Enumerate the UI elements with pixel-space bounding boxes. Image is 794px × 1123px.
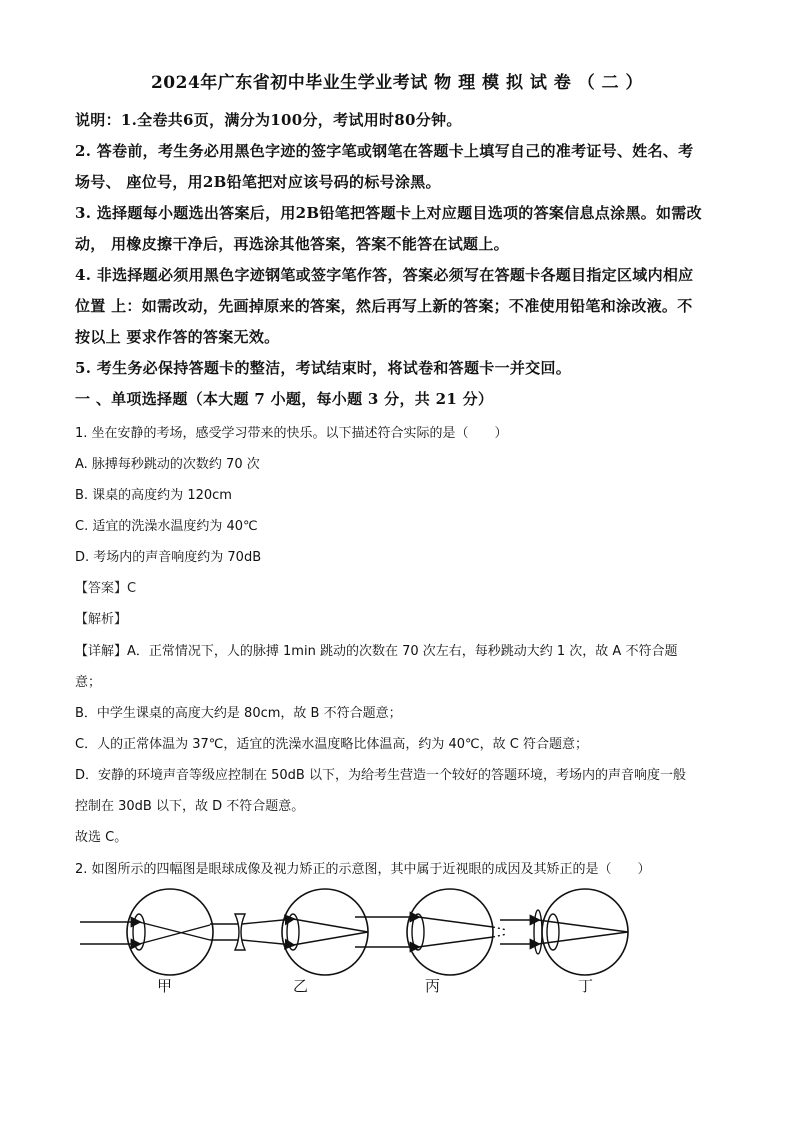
eye-diagram-bing [355, 889, 507, 975]
exam-title: 2024年广东省初中毕业生学业考试 物 理 模 拟 试 卷 （ 二 ） [150, 73, 644, 93]
instruction-line: 说明：1.全卷共6页，满分为100分，考试用时80分钟。 [75, 111, 462, 129]
eye-diagram-ding [500, 889, 628, 975]
section-heading: 一 、单项选择题（本大题 7 小题，每小题 3 分，共 21 分） [75, 390, 494, 408]
instruction-line: 位置 上：如需改动，先画掉原来的答案，然后再写上新的答案；不准使用铅笔和涂改液。不 [75, 297, 693, 315]
detail-line: B．中学生课桌的高度大约是 80cm，故 B 不符合题意； [75, 706, 402, 721]
eye-diagrams-figure [75, 882, 725, 1002]
instruction-line: 5. 考生务必保持答题卡的整洁，考试结束时，将试卷和答题卡一并交回。 [75, 359, 572, 377]
instruction-line: 动， 用橡皮擦干净后，再选涂其他答案，答案不能答在试题上。 [75, 235, 509, 253]
detail-line: C．人的正常体温为 37℃，适宜的洗澡水温度略比体温高，约为 40℃，故 C 符合题意； [75, 737, 588, 752]
figure-label-bing: 丙 [425, 977, 441, 995]
detail-line: 意； [75, 675, 102, 690]
figure-label-jia: 甲 [157, 977, 173, 995]
question-1-stem: 1. 坐在安静的考场，感受学习带来的快乐。以下描述符合实际的是（ ） [75, 426, 508, 441]
instruction-line: 按以上 要求作答的答案无效。 [75, 328, 280, 346]
eye-diagram-jia [80, 889, 213, 975]
instruction-line: 3. 选择题每小题选出答案后，用2B铅笔把答题卡上对应题目选项的答案信息点涂黑。如需改 [75, 204, 702, 222]
figure-label-ding: 丁 [578, 977, 594, 995]
detail-line: 故选 C。 [75, 830, 128, 845]
question-1-option-b: B. 课桌的高度约为 120cm [75, 488, 232, 503]
answer-tag: 【答案】C [75, 581, 137, 596]
instruction-line: 4. 非选择题必须用黑色字迹钢笔或签字笔作答，答案必须写在答题卡各题目指定区域内相应 [75, 266, 694, 284]
analysis-tag: 【解析】 [75, 612, 128, 627]
detail-line: D．安静的环境声音等级应控制在 50dB 以下，为给考生营造一个较好的答题环境，考场内的声音响度一般 [75, 768, 686, 783]
question-1-option-d: D. 考场内的声音响度约为 70dB [75, 550, 262, 565]
question-1-option-c: C. 适宜的洗澡水温度约为 40℃ [75, 519, 258, 534]
detail-line: 【详解】A．正常情况下，人的脉搏 1min 跳动的次数在 70 次左右，每秒跳动大约 1 次，故 A 不符合题 [75, 644, 678, 659]
detail-line: 控制在 30dB 以下，故 D 不符合题意。 [75, 799, 305, 814]
eye-diagram-yi [210, 889, 368, 975]
figure-label-yi: 乙 [293, 977, 309, 995]
question-1-option-a: A. 脉搏每秒跳动的次数约 70 次 [75, 457, 260, 472]
question-2-stem: 2. 如图所示的四幅图是眼球成像及视力矫正的示意图，其中属于近视眼的成因及其矫正的是（ ） [75, 862, 651, 877]
instruction-line: 2. 答卷前，考生务必用黑色字迹的签字笔或钢笔在答题卡上填写自己的准考证号、姓名、考 [75, 142, 694, 160]
instruction-line: 场号、 座位号，用2B铅笔把对应该号码的标号涂黑。 [75, 173, 441, 191]
